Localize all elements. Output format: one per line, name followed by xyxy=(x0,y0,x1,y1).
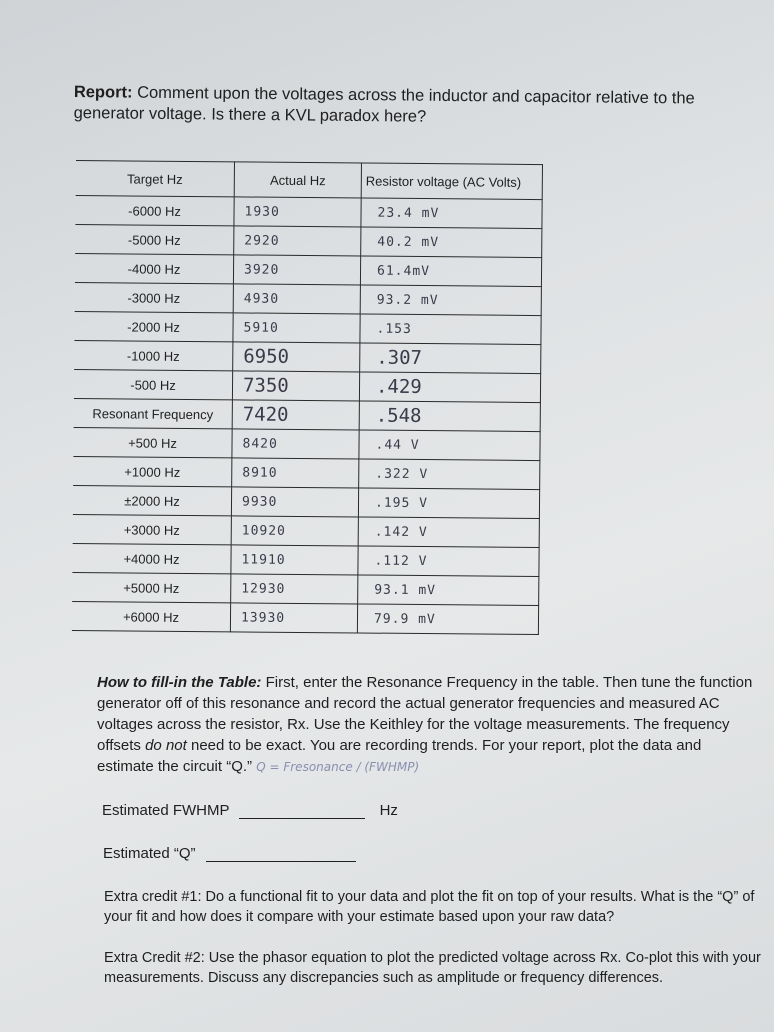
actual-cell: 1930 xyxy=(244,204,280,220)
fwhmp-line xyxy=(102,802,398,819)
voltage-cell: 79.9 mV xyxy=(373,611,436,628)
extra-credit-2: Extra Credit #2: Use the phasor equation to plot the predicted voltage across Rx. Co-plot this with your measurements. Discuss any discrepancies such as amplitude or frequency differences. xyxy=(104,950,761,986)
header-resistor-voltage: Resistor voltage (AC Volts) xyxy=(361,163,542,200)
report-text: Comment upon the voltages across the inductor and capacitor relative to the generator voltage. Is there a KVL paradox here? xyxy=(73,83,695,126)
target-cell: -6000 Hz xyxy=(75,195,234,225)
header-actual-hz: Actual Hz xyxy=(234,162,361,198)
voltage-cell: 40.2 mV xyxy=(377,234,440,251)
table-row xyxy=(74,340,541,373)
q-line xyxy=(103,845,356,862)
q-label: Estimated “Q” xyxy=(103,845,196,862)
table-row xyxy=(74,311,541,344)
voltage-cell: 93.2 mV xyxy=(376,292,439,309)
target-cell: Resonant Frequency xyxy=(74,398,233,428)
target-cell: -500 Hz xyxy=(74,369,233,399)
target-cell: +5000 Hz xyxy=(72,572,231,602)
voltage-cell: .548 xyxy=(375,404,422,428)
howto-paragraph xyxy=(97,672,757,778)
table-row xyxy=(73,456,540,489)
table-header-row xyxy=(76,160,543,199)
extra-credit-1: Extra credit #1: Do a functional fit to your data and plot the fit on top of your results. What is the “Q” of your fit and how does it compare with your estimate based upon your raw data? xyxy=(104,889,755,925)
voltage-cell: .429 xyxy=(375,375,422,399)
table-row xyxy=(75,224,542,257)
target-cell: +1000 Hz xyxy=(73,456,232,486)
voltage-cell: .153 xyxy=(376,321,412,337)
actual-cell: 7350 xyxy=(242,374,289,397)
voltage-cell: 93.1 mV xyxy=(374,582,437,599)
howto-text-1: First, enter the Resonance Frequency in the table. Then tune the function generator off of this resonance and record the actual generator frequencies and measured AC voltages across the resistor, Rx. Use the Keithley for the voltage measurements. The frequency offsets xyxy=(97,674,753,754)
q-blank[interactable] xyxy=(206,861,356,862)
target-cell: -5000 Hz xyxy=(75,224,234,254)
voltage-cell: .322 V xyxy=(375,466,429,483)
actual-cell: 6950 xyxy=(243,345,290,368)
table-row xyxy=(75,195,542,228)
howto-italic: do not xyxy=(145,737,187,754)
voltage-cell: .307 xyxy=(376,346,423,370)
report-label: Report: xyxy=(73,82,133,102)
fwhmp-label: Estimated FWHMP xyxy=(102,802,230,819)
actual-cell: 12930 xyxy=(241,581,286,597)
report-paragraph xyxy=(74,82,744,131)
howto-label: How to fill-in the Table: xyxy=(97,674,262,691)
actual-cell: 13930 xyxy=(240,610,286,626)
actual-cell: 7420 xyxy=(242,403,289,426)
actual-cell: 2920 xyxy=(244,233,280,249)
target-cell: -4000 Hz xyxy=(75,253,234,283)
voltage-cell: .44 V xyxy=(375,437,420,454)
target-cell: -2000 Hz xyxy=(74,311,233,341)
actual-cell: 5910 xyxy=(243,320,279,336)
table-row xyxy=(72,572,539,605)
table-row xyxy=(74,398,541,431)
table-row xyxy=(75,282,542,315)
target-cell: -3000 Hz xyxy=(75,282,234,312)
howto-text-2: need to be exact. You are recording trends. For your report, plot the data and estimate the circuit “Q.” xyxy=(97,737,702,775)
target-cell: -1000 Hz xyxy=(74,340,233,370)
table-row xyxy=(73,514,540,547)
voltage-cell: 61.4mV xyxy=(376,263,431,280)
actual-cell: 10920 xyxy=(241,523,286,539)
table-row xyxy=(74,369,541,402)
actual-cell: 3920 xyxy=(243,262,280,278)
voltage-cell: .195 V xyxy=(374,495,429,512)
handwritten-q-note: Q = Fresonance / (FWHMP) xyxy=(256,760,420,774)
voltage-cell: .142 V xyxy=(374,524,428,541)
voltage-cell: 23.4 mV xyxy=(377,205,440,222)
data-table xyxy=(72,160,543,635)
table-row xyxy=(73,427,540,460)
table-row xyxy=(72,543,539,576)
table-row xyxy=(73,485,540,518)
actual-cell: 8910 xyxy=(242,465,278,481)
voltage-cell: .112 V xyxy=(374,553,428,570)
header-target-hz: Target Hz xyxy=(76,160,235,196)
target-cell: ±2000 Hz xyxy=(73,485,232,515)
actual-cell: 11910 xyxy=(241,552,286,568)
actual-cell: 9930 xyxy=(241,494,278,510)
target-cell: +3000 Hz xyxy=(73,514,232,544)
target-cell: +500 Hz xyxy=(73,427,232,457)
actual-cell: 8420 xyxy=(242,436,278,452)
fwhmp-unit: Hz xyxy=(379,802,398,819)
table-row xyxy=(75,253,542,286)
target-cell: +4000 Hz xyxy=(72,543,231,573)
fwhmp-blank[interactable] xyxy=(239,818,365,819)
table-row xyxy=(72,601,539,634)
target-cell: +6000 Hz xyxy=(72,601,231,631)
actual-cell: 4930 xyxy=(243,291,280,307)
